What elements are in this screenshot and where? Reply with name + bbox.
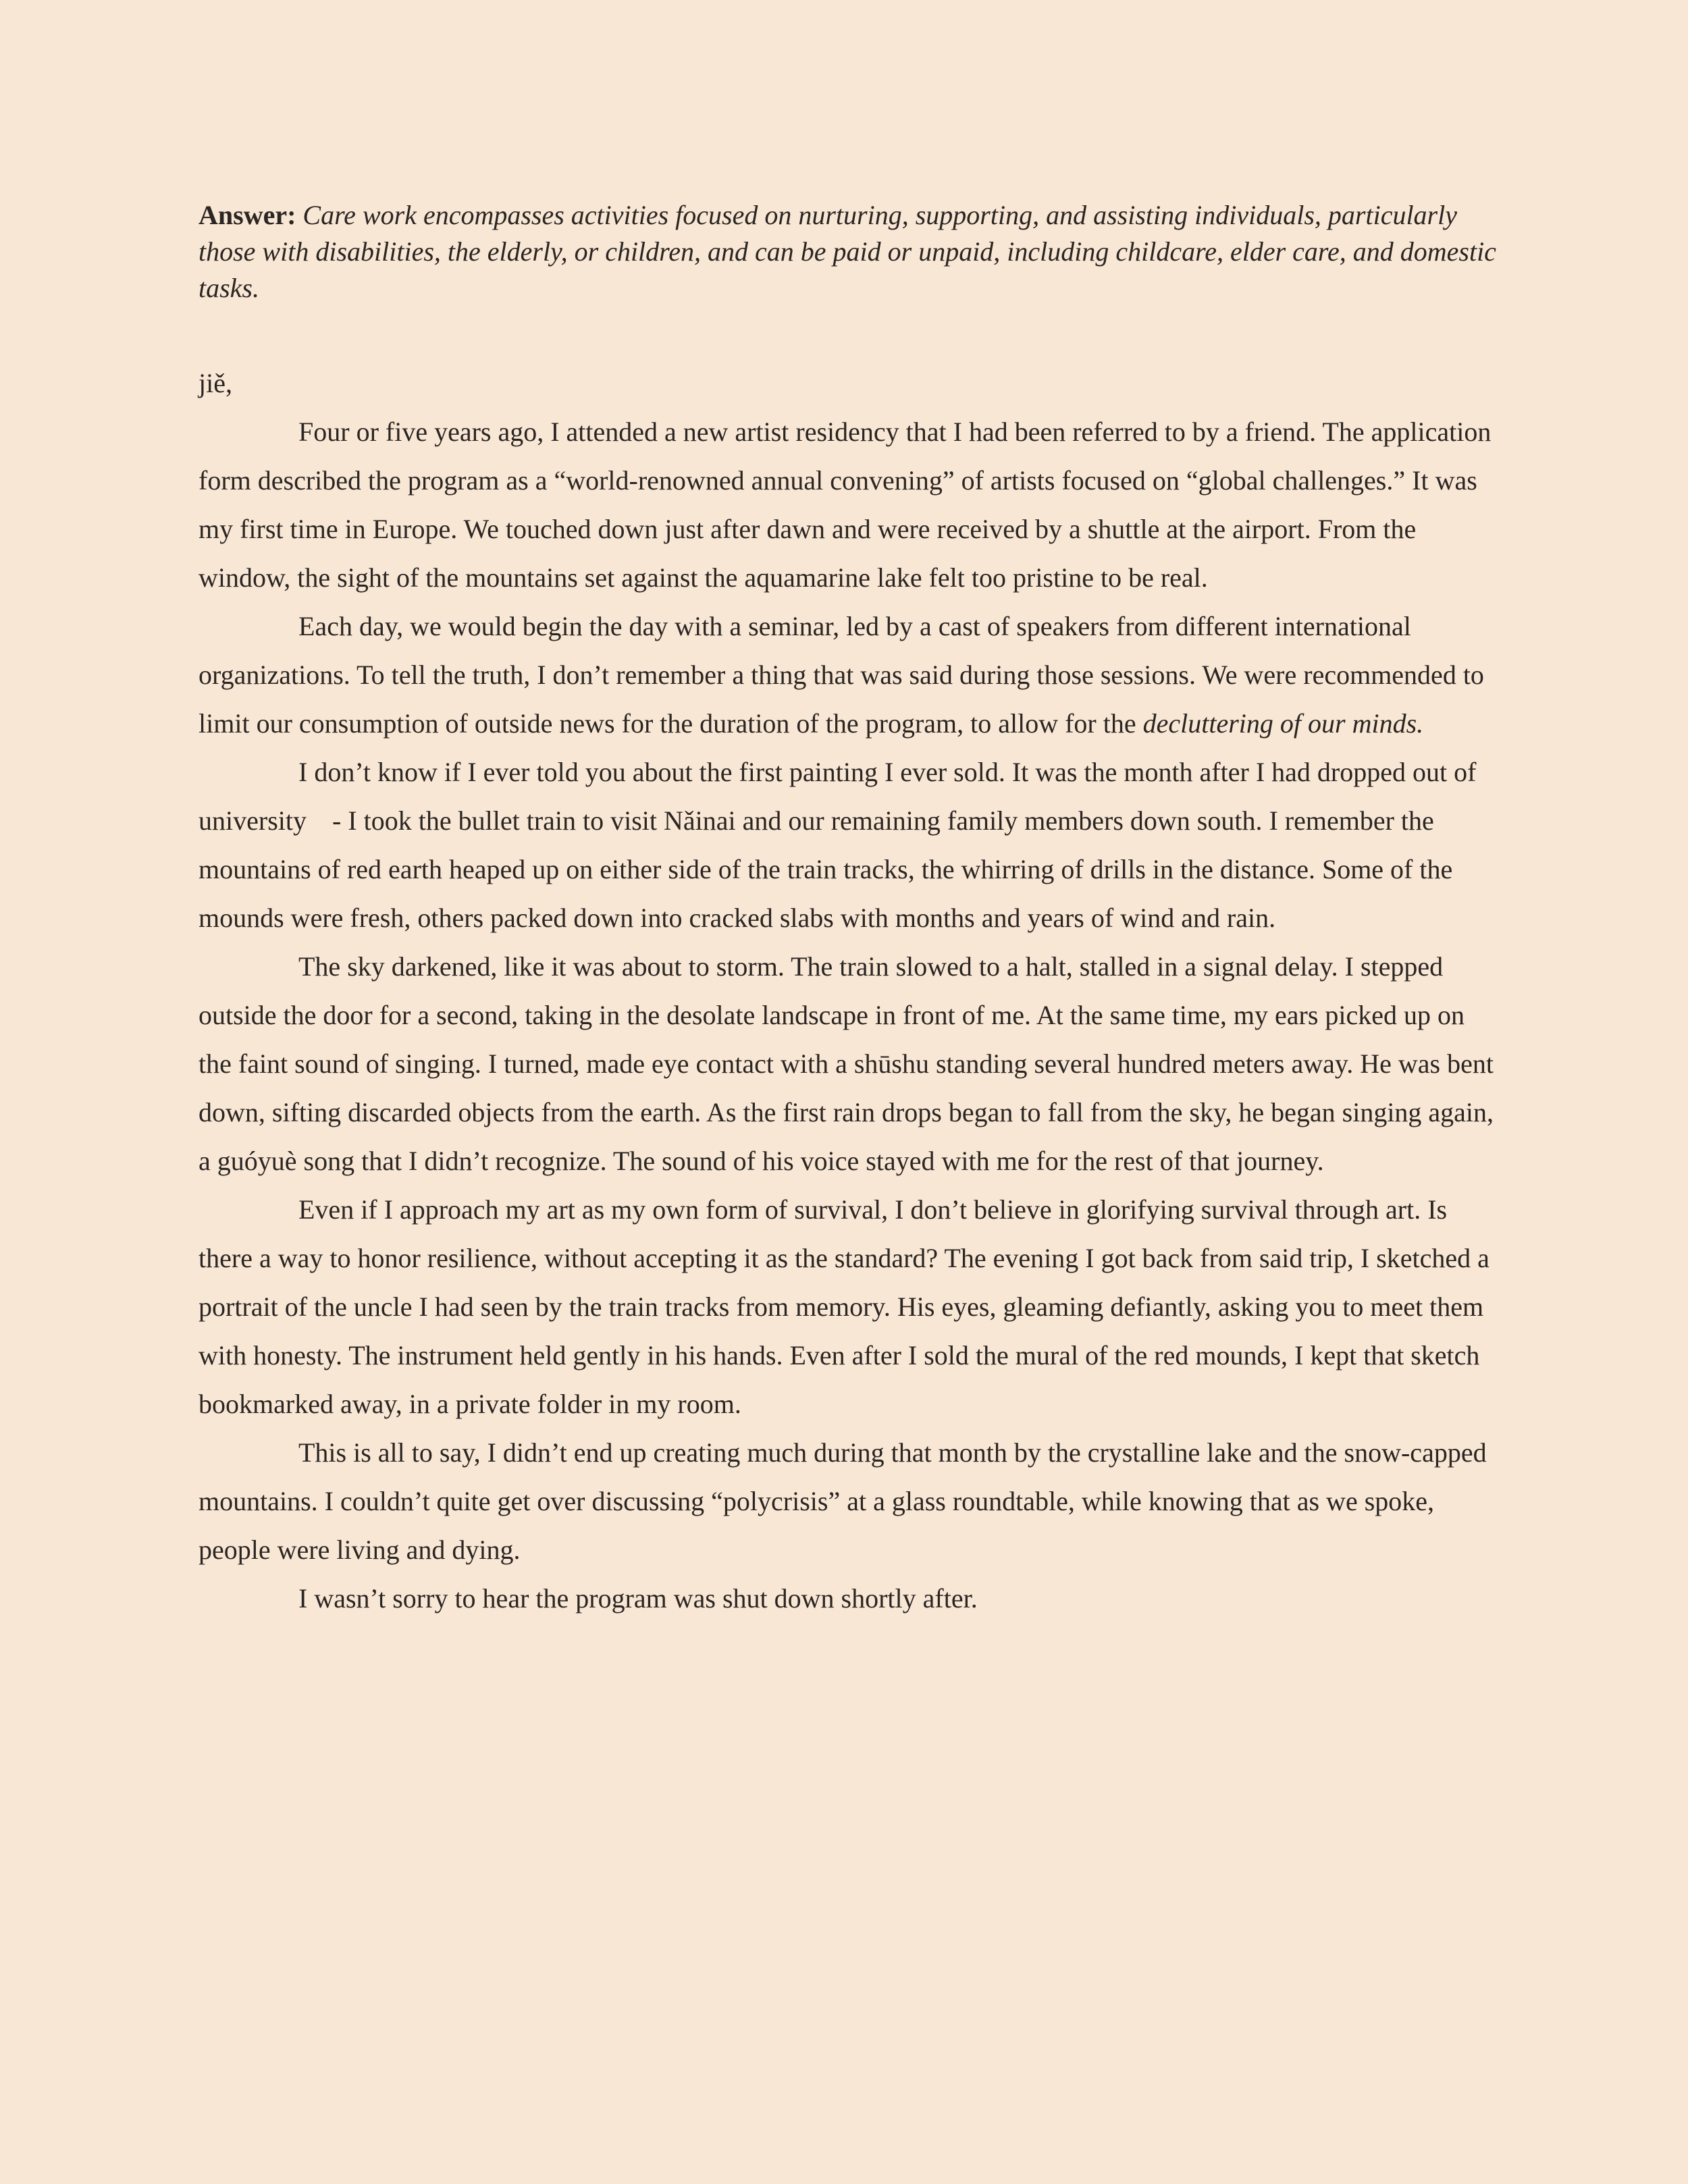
letter-salutation: jiě,: [199, 368, 232, 398]
letter-paragraph-3: [199, 748, 1496, 942]
paragraph-2-text: Each day, we would begin the day with a seminar, led by a cast of speakers from different international organizations. To tell the truth, I don’t remember a thing that was said during those sessions. We were recommended to limit our consumption of outside news for the duration of the program, to allow for the: [199, 611, 1484, 739]
letter-paragraph-5: Even if I approach my art as my own form of survival, I don’t believe in glorifying survival through art. Is there a way to honor resilience, without accepting it as the standard? The evening I got back from said trip, I sketched a portrait of the uncle I had seen by the train tracks from memory. His eyes, gleaming defiantly, asking you to meet them with honesty. The instrument held gently in his hands. Even after I sold the mural of the red mounds, I kept that sketch bookmarked away, in a private folder in my room.: [199, 1194, 1489, 1419]
answer-text: Care work encompasses activities focused on nurturing, supporting, and assisting individuals, particularly those with disabilities, the elderly, or children, and can be paid or unpaid, including childcare, elder care, and domestic tasks.: [199, 200, 1496, 303]
document-page: [199, 197, 1496, 1623]
answer-block: [199, 197, 1496, 307]
letter-paragraph-4: The sky darkened, like it was about to storm. The train slowed to a halt, stalled in a signal delay. I stepped outside the door for a second, taking in the desolate landscape in front of me. At the same time, my ears picked up on the faint sound of singing. I turned, made eye contact with a shūshu standing several hundred meters away. He was bent down, sifting discarded objects from the earth. As the first rain drops began to fall from the sky, he began singing again, a guóyuè song that I didn’t recognize. The sound of his voice stayed with me for the rest of that journey.: [199, 951, 1494, 1176]
letter-paragraph-2: [199, 602, 1496, 748]
paragraph-3-text-start: I don’t know if I ever told you about the first painting I ever sold. It was the month after I had dropped out of university: [199, 757, 1477, 836]
answer-label: Answer:: [199, 200, 296, 230]
letter-paragraph-7: I wasn’t sorry to hear the program was shut down shortly after.: [298, 1583, 978, 1614]
letter-paragraph-1: Four or five years ago, I attended a new artist residency that I had been referred to by a friend. The application form described the program as a “world-renowned annual convening” of artists focused on “global challenges.” It was my first time in Europe. We touched down just after dawn and were received by a shuttle at the airport. From the window, the sight of the mountains set against the aquamarine lake felt too pristine to be real.: [199, 417, 1492, 593]
letter-paragraph-6: This is all to say, I didn’t end up creating much during that month by the crystalline lake and the snow-capped mountains. I couldn’t quite get over discussing “polycrisis” at a glass roundtable, while knowing that as we spoke, people were living and dying.: [199, 1437, 1487, 1565]
paragraph-3-text-rest: - I took the bullet train to visit Nǎinai and our remaining family members down south. I remember the mountains of red earth heaped up on either side of the train tracks, the whirring of drills in the distance. Some of the mounds were fresh, others packed down into cracked slabs with months and years of wind and rain.: [199, 805, 1453, 933]
letter-body: [199, 359, 1496, 1623]
paragraph-2-italic-phrase: decluttering of our minds.: [1142, 708, 1424, 739]
